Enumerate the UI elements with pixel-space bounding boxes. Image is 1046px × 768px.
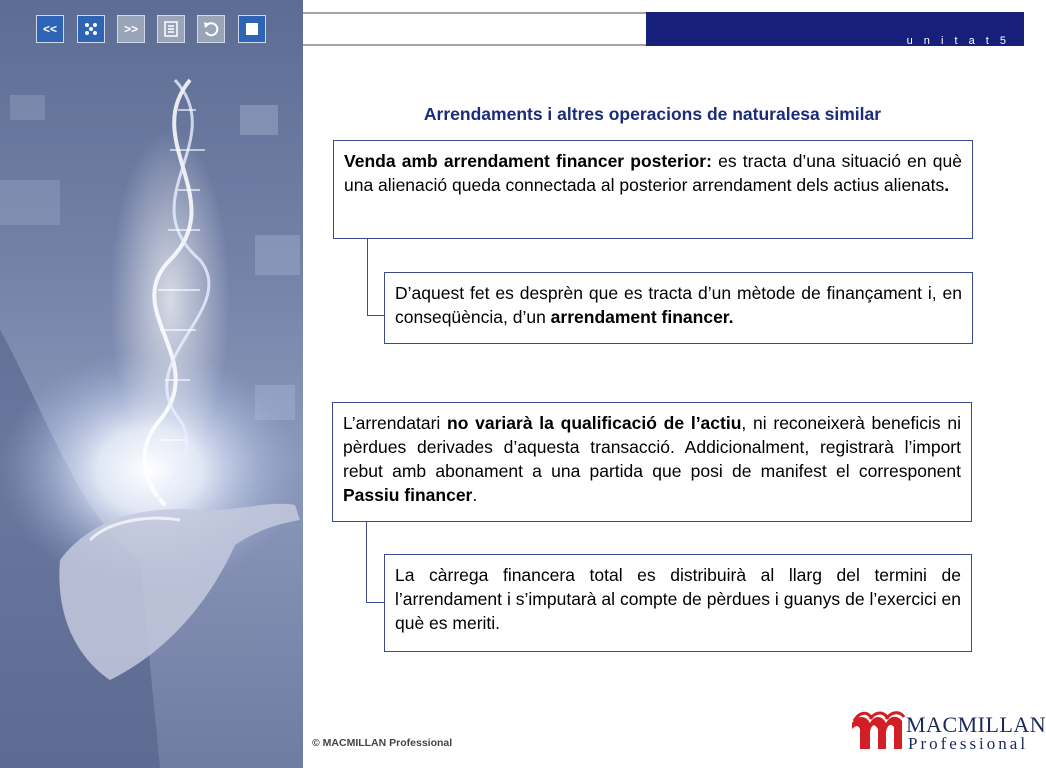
consequence-highlight: arrendament financer. — [550, 307, 734, 327]
logo-sub-text: Professional — [908, 734, 1029, 753]
definition-text: es tracta d’una situació en què una alienació queda connectada al posterior arrendament dels actius alienats — [344, 151, 962, 195]
macmillan-logo-icon — [850, 709, 904, 753]
stop-icon — [246, 23, 258, 35]
back-button[interactable] — [197, 15, 225, 43]
macmillan-logo — [850, 705, 1046, 755]
consequence-text: D’aquest fet es desprèn que es tracta d’un mètode de finançament i, en conseqüència, d’un — [395, 283, 962, 327]
consequence-box — [384, 272, 973, 344]
grid-dots-icon — [83, 21, 99, 37]
unit-label: u n i t a t 5 — [906, 35, 1010, 47]
lessee-text-c: . — [472, 485, 478, 505]
lessee-highlight-a: no variarà la qualificació de l’actiu — [447, 413, 742, 433]
list-icon — [164, 21, 178, 37]
decorative-side-image — [0, 0, 303, 768]
header-blank-area — [303, 14, 646, 44]
header-bar — [646, 12, 1024, 46]
contents-button[interactable] — [157, 15, 185, 43]
index-button[interactable] — [77, 15, 105, 43]
next-button[interactable] — [117, 15, 145, 43]
logo-brand-text: MACMILLAN — [906, 712, 1046, 737]
definition-term: Venda amb arrendament financer posterior: — [344, 151, 712, 171]
definition-end: . — [944, 175, 950, 195]
connector-line — [366, 522, 385, 603]
lessee-text-b: , ni reconeixerà beneficis ni pèrdues derivades d’aquesta transacció. Addicionalment, registrarà l’import rebut amb abonament a una partida que posi de manifest el corresponent — [343, 413, 961, 481]
financial-charge-box — [384, 554, 972, 652]
double-right-arrow-icon: >> — [123, 22, 138, 36]
connector-line — [367, 239, 385, 316]
undo-icon — [202, 20, 220, 38]
financial-charge-text: La càrrega financera total es distribuirà al llarg del termini de l’arrendament i s’imputarà al compte de pèrdues i guanys de l’exercici en què es meriti. — [395, 565, 961, 633]
page-title: Arrendaments i altres operacions de naturalesa similar — [423, 104, 882, 124]
double-left-arrow-icon: << — [42, 22, 57, 36]
lessee-text-a: L’arrendatari — [343, 413, 448, 433]
lessee-box — [332, 402, 972, 522]
copyright-notice: © MACMILLAN Professional — [312, 737, 453, 749]
lessee-highlight-b: Passiu financer — [343, 485, 473, 505]
header-divider-bottom — [303, 44, 646, 46]
dna-hand-illustration — [0, 0, 303, 768]
definition-box — [333, 140, 973, 239]
previous-button[interactable] — [36, 15, 64, 43]
stop-button[interactable] — [238, 15, 266, 43]
